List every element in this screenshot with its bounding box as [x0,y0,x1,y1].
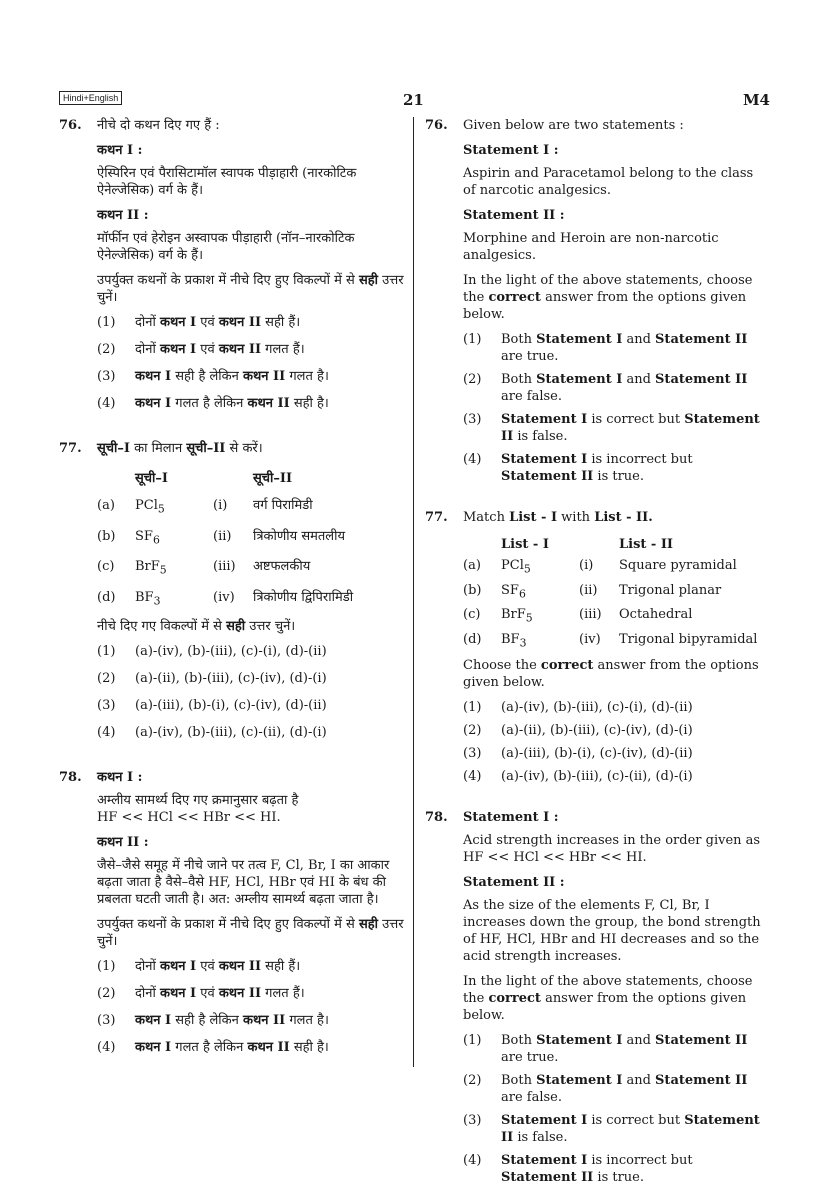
list-2-header: List - II [619,537,674,552]
statement-2-label: कथन II : [97,835,149,851]
statement-2-label: Statement II : [463,208,565,223]
statement-1-label: कथन I : [97,770,143,786]
option-1[interactable]: (1) Both Statement I and Statement II are true. [463,332,748,364]
question-78-en [425,809,768,1186]
question-76-en [425,117,768,485]
statement-2-text: जैसे–जैसे समूह में नीचे जाने पर तत्व F, Cl, Br, I का आकार बढ़ता जाता है वैसे–वैसे HF, HCl, HBr एवं HI के बंध की प्रबलता घटती जाती है। अत: अम्लीय सामर्थ्य बढ़ता जाता है। [97,858,390,908]
statement-1-text: Aspirin and Paracetamol belong to the class of narcotic analgesics. [463,166,754,198]
option-3[interactable]: (3) Statement I is correct but Statement II is false. [463,412,760,444]
option-1[interactable]: (1) दोनों कथन I एवं कथन II सही हैं। [97,315,301,330]
hindi-column [59,117,405,1066]
match-table [463,534,757,653]
instruction: In the light of the above statements, choose the correct answer from the options given below. [463,974,753,1024]
page-number: 21 [403,91,424,109]
match-table [97,465,353,614]
statement-1-label: Statement I : [463,143,559,158]
option-4[interactable]: (4) Statement I is incorrect but Statement II is true. [463,1153,693,1186]
option-2[interactable]: (2) (a)-(ii), (b)-(iii), (c)-(iv), (d)-(i) [97,671,327,687]
statement-2-label: कथन II : [97,208,149,223]
statement-1-label: कथन I : [97,143,143,158]
language-tag: Hindi+English [59,91,122,105]
question-77-en [425,509,768,785]
list-2-header: सूची–II [253,471,293,486]
statement-1-text: Acid strength increases in the order given as HF << HCl << HBr << HI. [463,833,761,866]
option-4[interactable]: (4) Statement I is incorrect but Statement II is true. [463,452,693,484]
option-4[interactable]: (4) कथन I गलत है लेकिन कथन II सही है। [97,1040,329,1056]
paper-code: M4 [742,91,770,109]
table-row: (c) BrF$_5$ (iii) Octahedral [463,607,693,625]
table-row: (a) PCl$_5$ (i) वर्ग पिरामिडी [97,498,313,516]
instruction: नीचे दिए गए विकल्पों में से सही उत्तर चुनें। [97,619,296,635]
question-intro: Match List - I with List - II. [463,510,653,525]
statement-2-label: Statement II : [463,875,565,891]
option-4[interactable]: (4) कथन I गलत है लेकिन कथन II सही है। [97,396,329,411]
statement-2-text: मॉर्फीन एवं हेरोइन अस्वापक पीड़ाहारी (नॉन–नारकोटिक ऐनेल्जेसिक) वर्ग के हैं। [97,231,355,263]
question-78-hi [59,769,405,1056]
statement-1-text: ऐस्पिरिन एवं पैरासिटामॉल स्वापक पीड़ाहारी (नारकोटिक ऐनेल्जेसिक) वर्ग के हैं। [97,166,357,198]
instruction: उपर्युक्त कथनों के प्रकाश में नीचे दिए हुए विकल्पों में से सही उत्तर चुनें। [97,917,404,950]
question-number: 78. [425,810,448,826]
statement-2-text: Morphine and Heroin are non-narcotic analgesics. [463,231,719,263]
option-1[interactable]: (1) (a)-(iv), (b)-(iii), (c)-(i), (d)-(ii) [97,644,327,660]
question-intro: नीचे दो कथन दिए गए हैं : [97,118,220,133]
question-number: 76. [425,118,448,133]
option-1[interactable]: (1) दोनों कथन I एवं कथन II सही हैं। [97,959,301,975]
statement-1-label: Statement I : [463,810,559,826]
instruction: Choose the correct answer from the options given below. [463,658,759,691]
option-2[interactable]: (2) Both Statement I and Statement II are false. [463,372,748,404]
column-divider [413,117,414,1067]
option-3[interactable]: (3) (a)-(iii), (b)-(i), (c)-(iv), (d)-(ii) [97,698,327,714]
statement-1-text: अम्लीय सामर्थ्य दिए गए क्रमानुसार बढ़ता है HF << HCl << HBr << HI. [97,793,299,826]
question-intro: Given below are two statements : [463,118,684,133]
table-row: (d) $BF_3$ (iv) त्रिकोणीय द्विपिरामिडी [97,589,354,608]
option-2[interactable]: (2) Both Statement I and Statement II are false. [463,1073,748,1106]
table-row: (b) $SF_6$ (ii) त्रिकोणीय समतलीय [97,528,346,547]
option-3[interactable]: (3) (a)-(iii), (b)-(i), (c)-(iv), (d)-(ii) [463,746,693,762]
option-3[interactable]: (3) Statement I is correct but Statement II is false. [463,1113,760,1146]
question-number: 77. [59,441,82,456]
table-row: (b) $SF_6$ (ii) Trigonal planar [463,582,722,601]
list-1-header: सूची–I [135,471,168,486]
instruction: In the light of the above statements, choose the correct answer from the options given below. [463,273,753,322]
option-4[interactable]: (4) (a)-(iv), (b)-(iii), (c)-(ii), (d)-(i) [97,725,327,741]
option-2[interactable]: (2) (a)-(ii), (b)-(iii), (c)-(iv), (d)-(i) [463,723,693,739]
option-3[interactable]: (3) कथन I सही है लेकिन कथन II गलत है। [97,369,329,384]
option-1[interactable]: (1) Both Statement I and Statement II are true. [463,1033,748,1066]
question-76-hi [59,117,405,412]
table-row: (a) PCl$_5$ (i) Square pyramidal [463,558,737,576]
statement-2-text: As the size of the elements F, Cl, Br, I increases down the group, the bond strength of HF, HCl, HBr and HI decreases and so the acid strength increases. [463,898,761,965]
question-number: 76. [59,118,82,133]
option-4[interactable]: (4) (a)-(iv), (b)-(iii), (c)-(ii), (d)-(i) [463,769,693,785]
table-row: (d) $BF_3$ (iv) Trigonal bipyramidal [463,631,758,650]
option-1[interactable]: (1) (a)-(iv), (b)-(iii), (c)-(i), (d)-(ii) [463,700,693,716]
option-3[interactable]: (3) कथन I सही है लेकिन कथन II गलत है। [97,1013,329,1029]
question-number: 77. [425,510,448,525]
table-row: (c) BrF$_5$ (iii) अष्टफलकीय [97,559,311,577]
question-77-hi [59,440,405,741]
english-column [425,117,768,1192]
question-intro: सूची–I का मिलान सूची–II से करें। [97,441,263,456]
list-1-header: List - I [501,537,549,552]
instruction: उपर्युक्त कथनों के प्रकाश में नीचे दिए हुए विकल्पों में से सही उत्तर चुनें। [97,273,404,305]
option-2[interactable]: (2) दोनों कथन I एवं कथन II गलत हैं। [97,986,305,1002]
question-number: 78. [59,770,82,786]
option-2[interactable]: (2) दोनों कथन I एवं कथन II गलत हैं। [97,342,305,357]
